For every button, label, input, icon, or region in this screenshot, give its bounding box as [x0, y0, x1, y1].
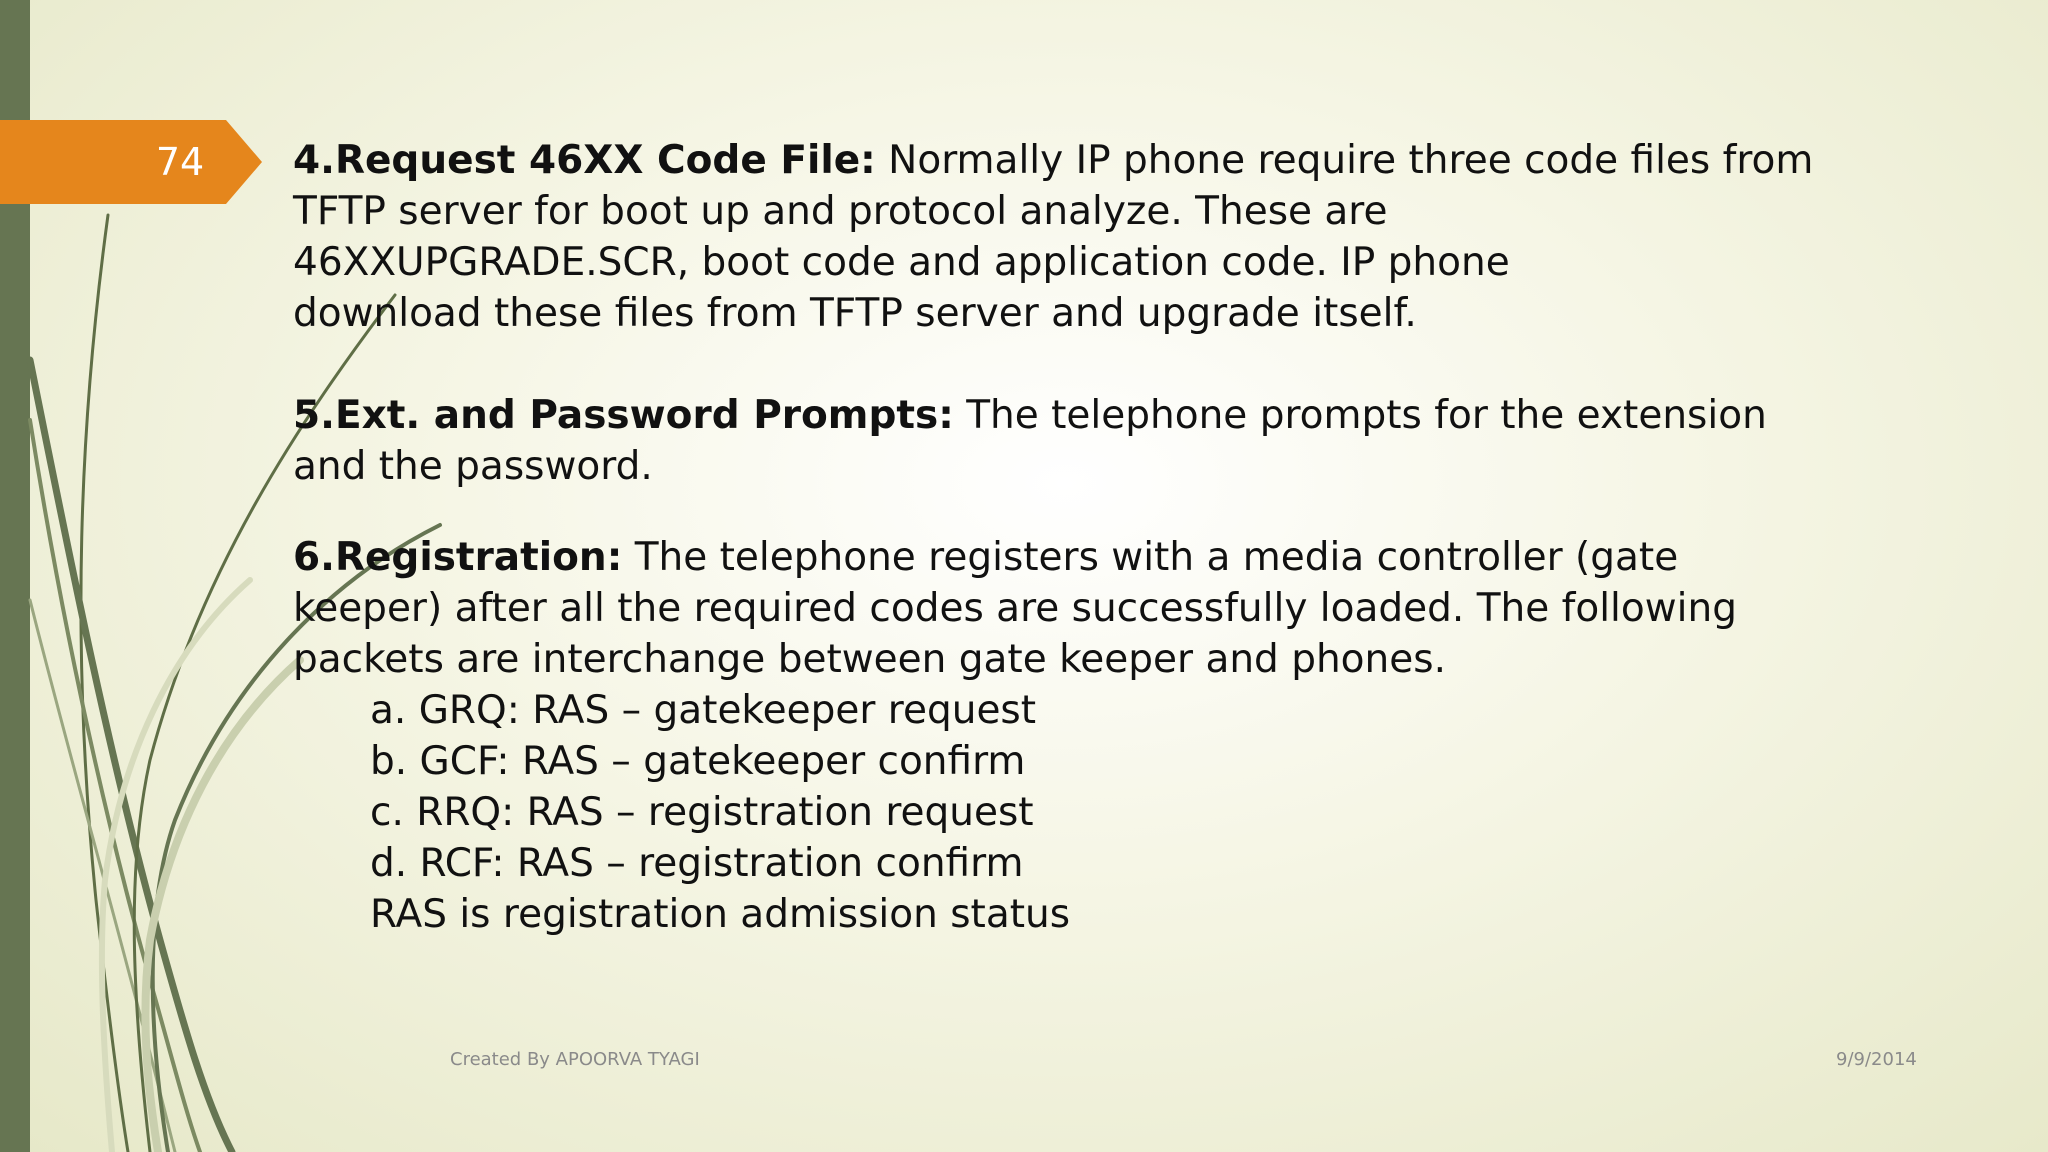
- list-item: d. RCF: RAS – registration confirm: [370, 841, 1024, 886]
- list-item: b. GCF: RAS – gatekeeper confirm: [370, 739, 1026, 784]
- paragraph-registration: [293, 532, 1833, 940]
- text-line: The telephone registers with a media controller (gate: [622, 535, 1679, 580]
- text-line: and the password.: [293, 444, 653, 489]
- list-item: RAS is registration admission status: [370, 892, 1071, 937]
- footer-date: 9/9/2014: [1836, 1049, 1917, 1070]
- heading-registration: 6.Registration:: [293, 535, 623, 580]
- spacer: [293, 339, 1833, 390]
- grass-line: [30, 420, 200, 1152]
- slide-number: 74: [155, 140, 205, 184]
- heading-request-code-file: 4.Request 46XX Code File:: [293, 138, 876, 183]
- text-line: keeper) after all the required codes are successfully loaded. The following: [293, 586, 1737, 631]
- text-line: TFTP server for boot up and protocol analyze. These are: [293, 189, 1388, 234]
- slide-number-tab: [0, 120, 262, 204]
- text-line: 46XXUPGRADE.SCR, boot code and application code. IP phone: [293, 240, 1510, 285]
- list-item: c. RRQ: RAS – registration request: [370, 790, 1034, 835]
- registration-packet-list: [293, 685, 1833, 940]
- text-line: The telephone prompts for the extension: [953, 393, 1767, 438]
- grass-line: [30, 360, 232, 1152]
- footer-author: Created By APOORVA TYAGI: [450, 1049, 700, 1070]
- text-line: download these files from TFTP server and upgrade itself.: [293, 291, 1417, 336]
- text-line: Normally IP phone require three code files from: [875, 138, 1814, 183]
- list-item: a. GRQ: RAS – gatekeeper request: [370, 688, 1037, 733]
- spacer: [293, 492, 1833, 532]
- heading-ext-password-prompts: 5.Ext. and Password Prompts:: [293, 393, 954, 438]
- paragraph-request-code-file: [293, 135, 1833, 339]
- paragraph-ext-password-prompts: [293, 390, 1833, 492]
- grass-line: [145, 660, 300, 1152]
- text-line: packets are interchange between gate keeper and phones.: [293, 637, 1446, 682]
- slide-content: [293, 135, 1833, 940]
